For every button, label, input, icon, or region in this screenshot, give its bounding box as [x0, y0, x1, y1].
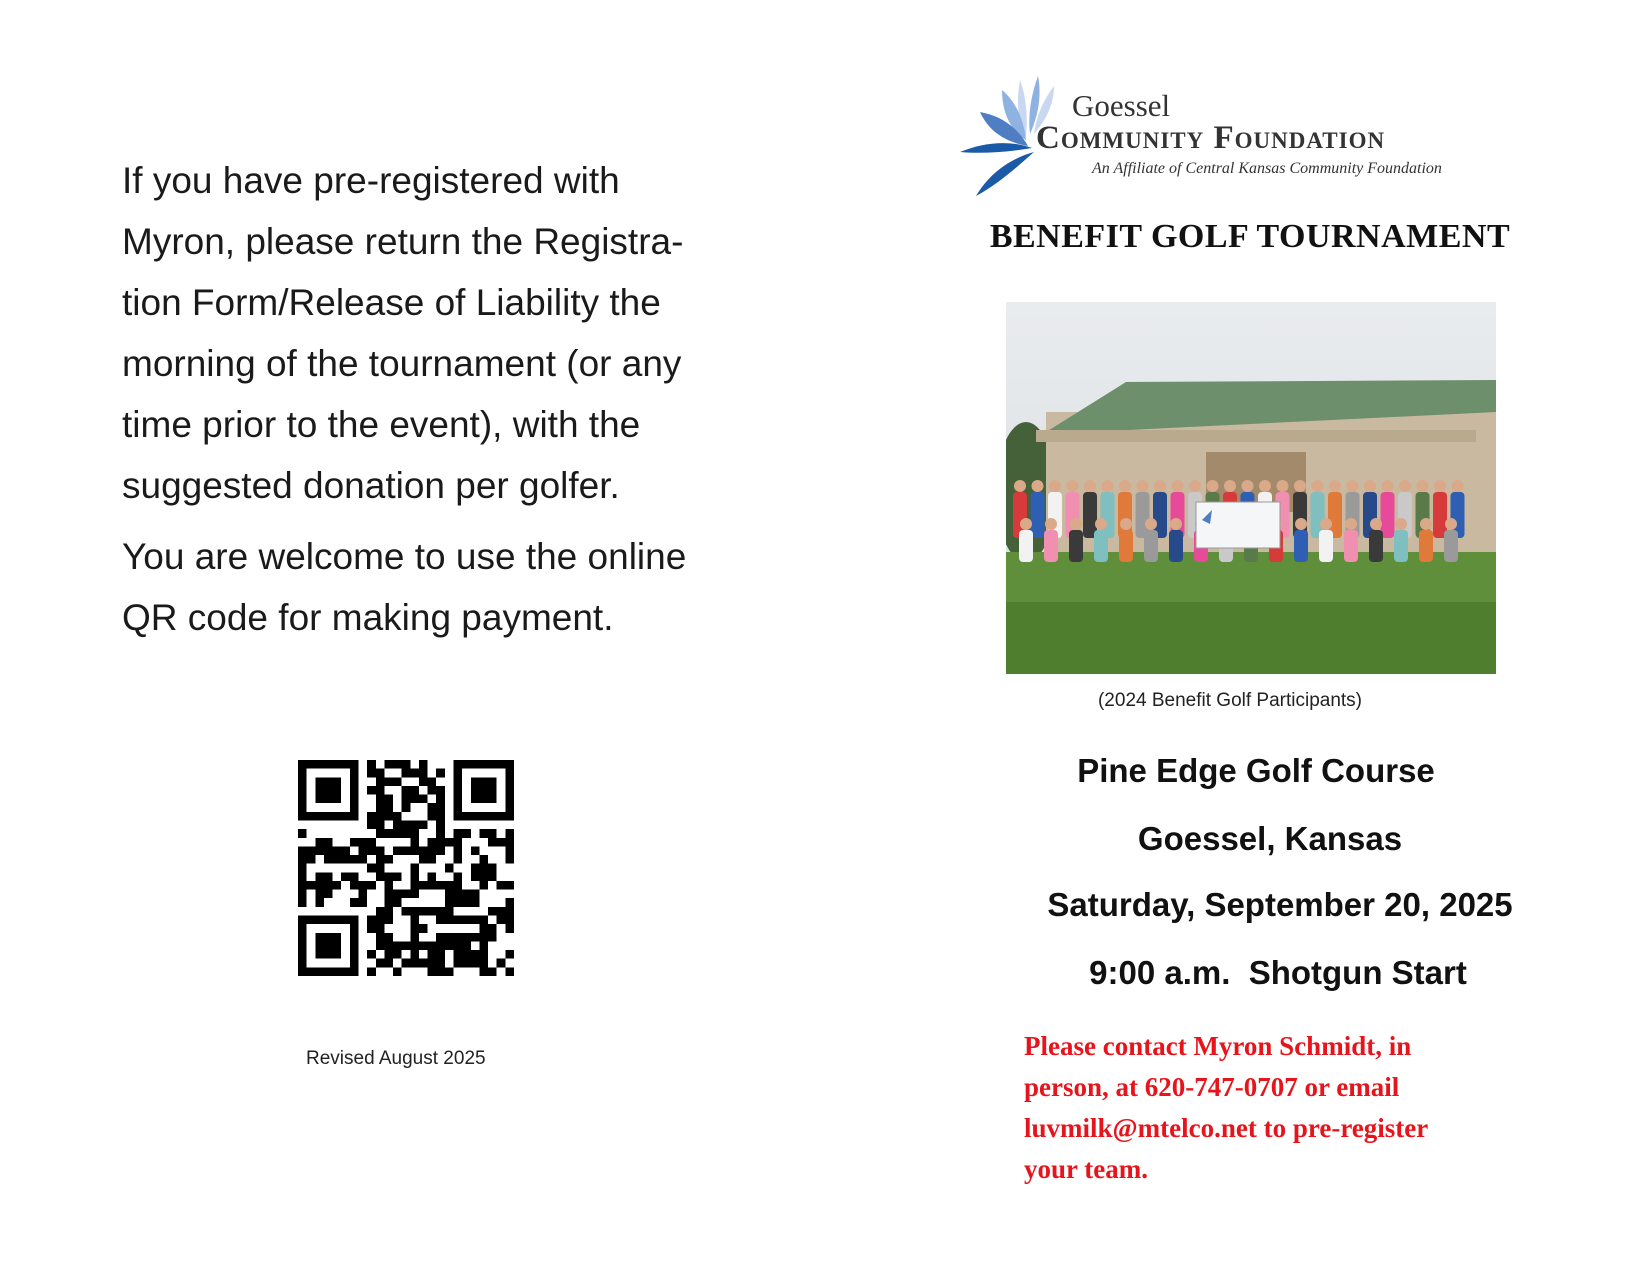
logo-name-goessel: Goessel [1072, 88, 1171, 123]
logo-name-foundation: Community Foundation [1036, 120, 1386, 156]
event-start-time: 9:00 a.m. Shotgun Start [1089, 954, 1467, 991]
participants-photo [1006, 302, 1496, 674]
instructions-text [122, 150, 762, 658]
revised-note: Revised August 2025 [306, 1048, 486, 1069]
photo-caption: (2024 Benefit Golf Participants) [1097, 690, 1363, 711]
event-date: Saturday, September 20, 2025 [1047, 886, 1513, 923]
logo-affiliate-tagline: An Affiliate of Central Kansas Community Foundation [1092, 160, 1442, 177]
preregistration-paragraph: If you have pre-registered with Myron, please return the Registra- tion Form/Release of Liability the morning of the tournament (or any time prior to the event), with the suggested donation per golfer. [122, 160, 684, 506]
venue-name: Pine Edge Golf Course [1077, 752, 1435, 789]
contact-email[interactable]: luvmilk@mtelco.net to pre-register [1024, 1113, 1429, 1143]
payment-paragraph: You are welcome to use the online QR code for making payment. [122, 536, 687, 638]
event-location: Goessel, Kansas [1137, 820, 1403, 857]
contact-info: Please contact Myron Schmidt, in person, at 620-747-0707 or email luvmilk@mtelco.net to pre-register your team. [1024, 1026, 1544, 1190]
foundation-logo [956, 72, 1516, 210]
contact-phone[interactable]: person, at 620-747-0707 or email [1024, 1072, 1400, 1102]
payment-qr-code[interactable] [298, 760, 514, 976]
event-title: BENEFIT GOLF TOURNAMENT [989, 218, 1511, 255]
